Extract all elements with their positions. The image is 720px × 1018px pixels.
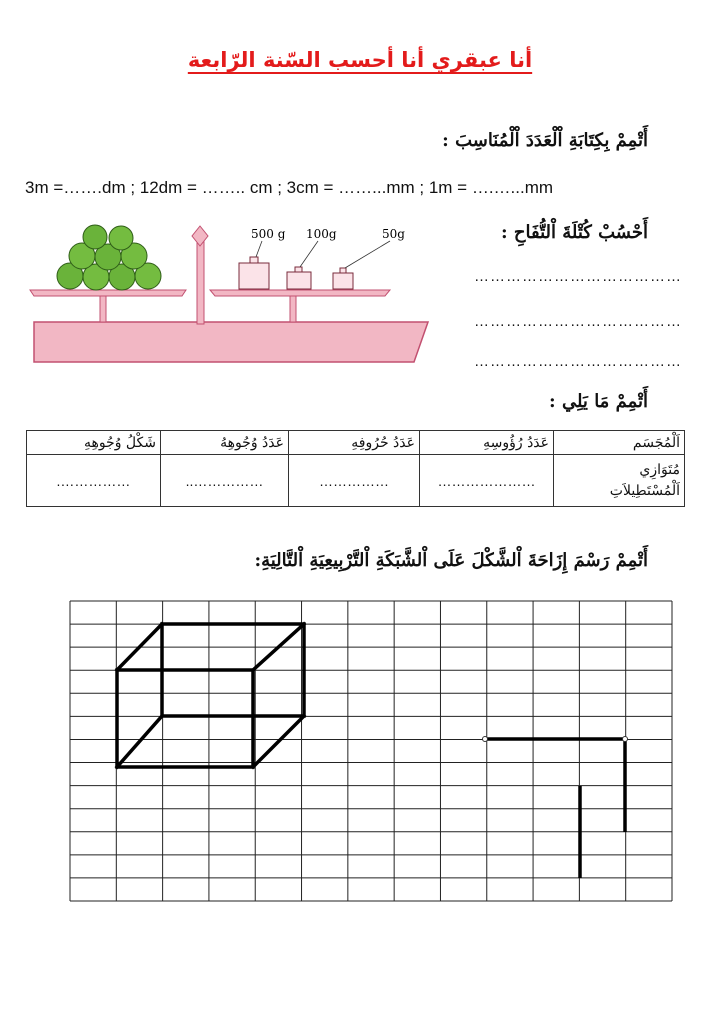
answer-line-3: ………………………………… [474,353,682,370]
worksheet-title-text: أنا عبقري أنا أحسب السّنة الرّابعة [187,48,533,72]
weight-50g [333,268,353,289]
blank-vertex-count[interactable]: ………………… [420,455,554,507]
cuboid-edge [117,624,162,670]
header-vertex-count: عَدَدُ رُؤُوسِهِ [420,431,554,455]
unit-conversions: 3m =…….dm ; 12dm = …….. cm ; 3cm = ……...mm ; 1m = ….…...mm [25,178,554,197]
weight-500g [239,257,269,289]
blank-face-count[interactable]: …………….. [161,455,289,507]
scale-pointer [192,226,208,246]
right-pan-post [290,296,296,322]
left-pan [30,290,186,296]
table-header-row [27,431,685,455]
scale-base [34,322,428,362]
header-face-shape: شَكْلُ وُجُوهِهِ [27,431,161,455]
answer-line-2: ………………………………… [474,313,682,330]
cuboid-edge [253,624,304,670]
solid-properties-table [26,430,685,507]
answer-line-1: ………………………………… [474,268,682,285]
worksheet-title [0,48,720,72]
solid-name-line-2: اَلْمُسْتَطِيلاَتِ [609,482,680,499]
cuboid-front-face [117,670,253,767]
blank-face-shape[interactable]: ……………. [27,455,161,507]
exercise1-instruction: أَتْمِمْ بِكِتَابَةِ اْلْعَدَدَ اْلْمُنَاسِبَ : [442,130,648,151]
cuboid-edge [253,716,304,767]
blank-edge-count[interactable]: …………… [289,455,420,507]
solid-name-line-1: مُتَوَازِي [639,461,680,478]
left-pan-post [100,296,106,322]
label-50g: 50g [382,227,405,241]
table-row [27,455,685,507]
label-500g: 500 g [251,227,286,241]
apples [57,225,161,290]
exercise3-instruction: أَتْمِمْ مَا يَلِي : [549,391,648,412]
header-solid: اَلْمُجَسَم [554,431,685,455]
right-pan [210,290,390,296]
cuboid-back-face [162,624,304,716]
solid-name [554,455,685,507]
weight-100g [287,267,311,289]
exercise2-instruction: أَحْسُبْ كُتْلَةَ اْلتُّفَاحِ : [500,222,648,243]
label-100g: 100g [306,227,337,241]
cuboid-drawing [117,624,304,767]
exercise4-instruction: أَتْمِمْ رَسْمَ إِزَاحَةَ اْلشَّكْلَ عَلَى اْلشَّبَكَةِ اْلتَّرْبِيعِيَةِ اْلتَّالِيَةِ: [254,550,648,571]
header-edge-count: عَدَدُ حُرُوفِهِ [289,431,420,455]
scale-pole [197,240,204,324]
grid-lines [70,601,672,901]
cuboid-edge [117,716,162,767]
partial-translation [483,737,628,879]
header-face-count: عَدَدُ وُجُوهِهُ [161,431,289,455]
